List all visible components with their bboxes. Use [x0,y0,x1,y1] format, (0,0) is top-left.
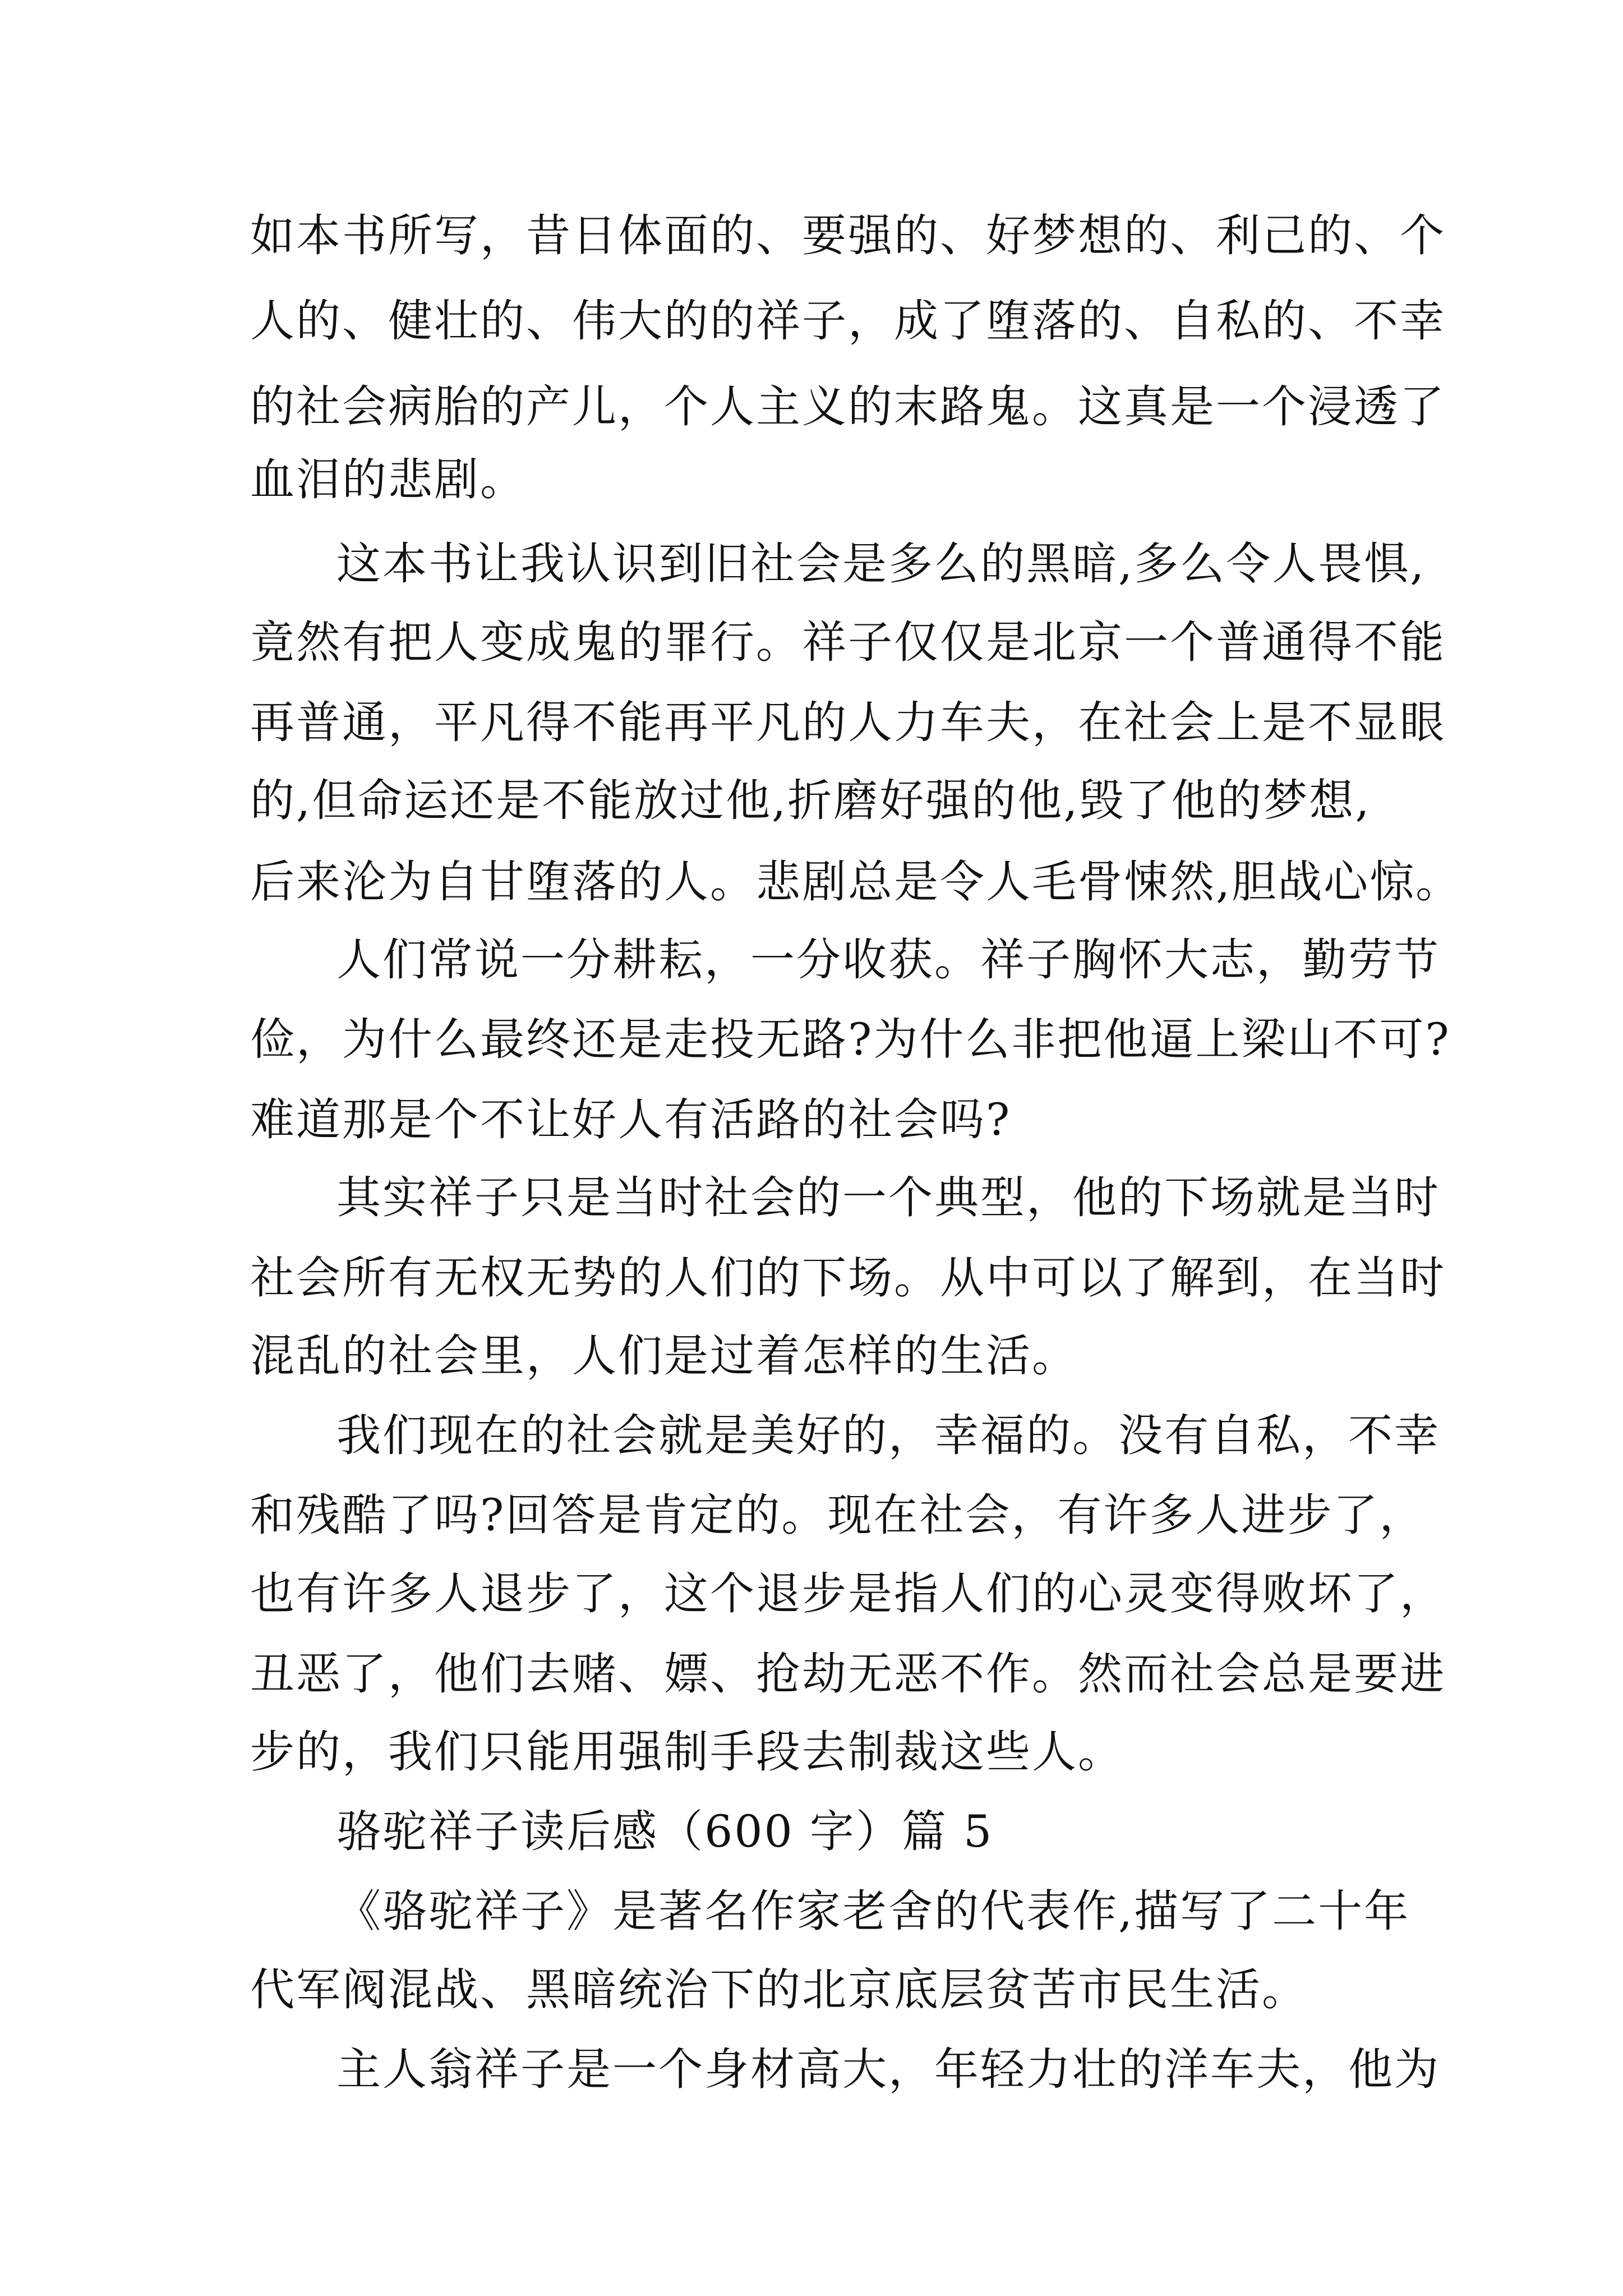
paragraph-start-line: 人们常说一分耕耘，一分收获。祥子胸怀大志，勤劳节 [336,934,1440,986]
text-line-12: 难道那是个不让好人有活路的社会吗? [250,1094,1012,1145]
text-line-7: 再普通，平凡得不能再平凡的人力车夫，在社会上是不显眼 [250,697,1446,748]
text-line-18: 也有许多人退步了，这个退步是指人们的心灵变得败坏了， [250,1568,1446,1619]
paragraph-start-line: 这本书让我认识到旧社会是多么的黑暗,多么令人畏惧, [336,538,1426,590]
text-line-8: 的,但命运还是不能放过他,折磨好强的他,毁了他的梦想, [250,775,1371,826]
text-line-3: 的社会病胎的产儿，个人主义的末路鬼。这真是一个浸透了 [250,381,1446,432]
paragraph-start-line: 其实祥子只是当时社会的一个典型，他的下场就是当时 [336,1172,1440,1223]
text-line-2: 人的、健壮的、伟大的的祥子，成了堕落的、自私的、不幸 [250,295,1446,347]
text-line-1: 如本书所写，昔日体面的、要强的、好梦想的、利己的、个 [250,210,1446,261]
text-line-15: 混乱的社会里，人们是过着怎样的生活。 [250,1330,1078,1382]
text-line-20: 步的，我们只能用强制手段去制裁这些人。 [250,1726,1124,1778]
paragraph-start-line: 主人翁祥子是一个身材高大，年轻力壮的洋车夫，他为 [336,2044,1440,2095]
text-line-11: 俭，为什么最终还是走投无路?为什么非把他逼上梁山不可? [250,1014,1451,1065]
section-heading: 骆驼祥子读后感（600 字）篇 5 [336,1806,994,1857]
text-line-17: 和残酷了吗?回答是肯定的。现在社会，有许多人进步了， [250,1489,1426,1541]
text-line-14: 社会所有无权无势的人们的下场。从中可以了解到，在当时 [250,1252,1446,1304]
paragraph-start-line: 我们现在的社会就是美好的，幸福的。没有自私，不幸 [336,1410,1440,1461]
text-line-23: 代军阀混战、黑暗统治下的北京底层贫苦市民生活。 [250,1964,1308,2016]
text-line-19: 丑恶了，他们去赌、嫖、抢劫无恶不作。然而社会总是要进 [250,1648,1446,1700]
text-line-9: 后来沦为自甘堕落的人。悲剧总是令人毛骨悚然,胆战心惊。 [250,856,1462,908]
text-line-6: 竟然有把人变成鬼的罪行。祥子仅仅是北京一个普通得不能 [250,616,1446,668]
paragraph-start-line: 《骆驼祥子》是著名作家老舍的代表作,描写了二十年 [336,1885,1410,1937]
text-line-4: 血泪的悲剧。 [250,454,526,505]
